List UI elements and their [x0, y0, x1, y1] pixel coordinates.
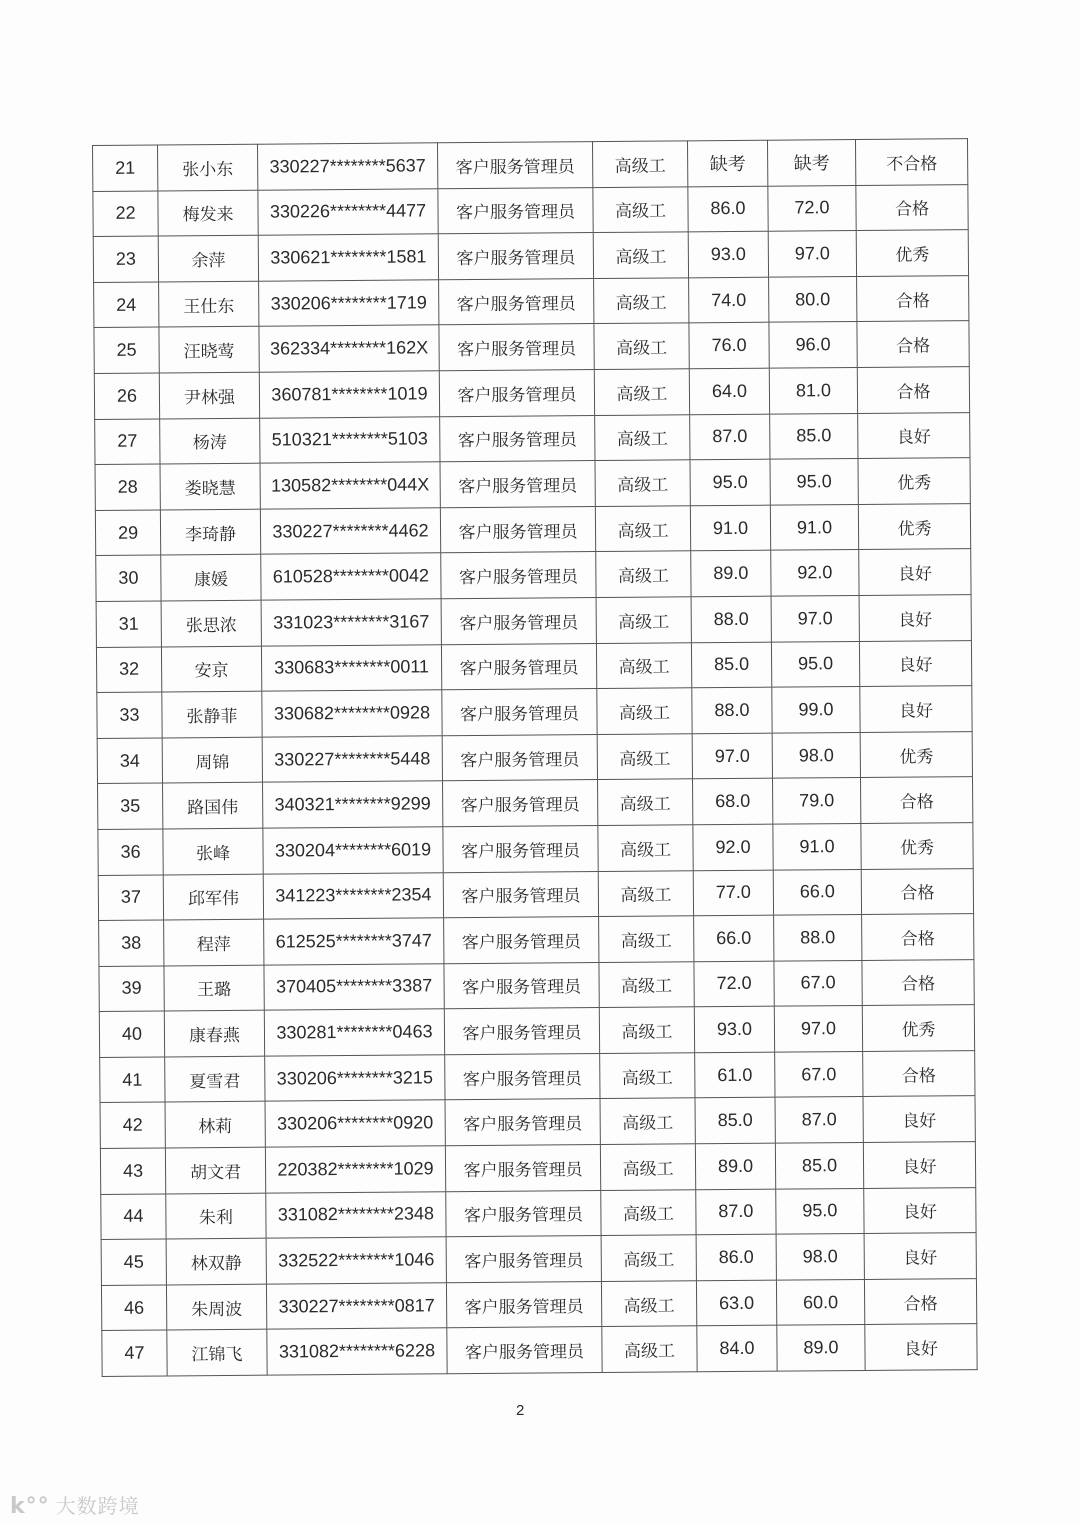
cell-theory-score: 93.0	[688, 231, 768, 277]
cell-occupation: 客户服务管理员	[442, 734, 597, 781]
cell-id-number: 330206********0920	[265, 1100, 445, 1147]
cell-theory-score: 86.0	[688, 186, 768, 232]
cell-id-number: 331023********3167	[261, 599, 441, 646]
table-row	[98, 868, 973, 920]
cell-grade: 良好	[863, 1096, 975, 1142]
cell-row-index: 27	[95, 419, 160, 465]
cell-grade: 良好	[859, 640, 971, 686]
table-row	[97, 686, 972, 738]
table-row	[101, 1187, 976, 1239]
table-row	[101, 1233, 976, 1285]
cell-row-index: 39	[99, 966, 164, 1012]
cell-id-number: 220382********1029	[265, 1146, 445, 1193]
table-row	[101, 1278, 976, 1330]
cell-occupation: 客户服务管理员	[444, 962, 599, 1009]
cell-theory-score: 64.0	[689, 368, 769, 414]
cell-occupation: 客户服务管理员	[438, 187, 593, 234]
cell-practical-score: 95.0	[776, 1188, 864, 1234]
table-row	[94, 275, 969, 327]
cell-occupation: 客户服务管理员	[443, 871, 598, 918]
table-row	[96, 640, 971, 692]
cell-practical-score: 81.0	[769, 367, 857, 413]
cell-id-number: 331082********2348	[266, 1191, 446, 1238]
cell-practical-score: 缺考	[767, 140, 855, 186]
table-row	[96, 549, 971, 601]
cell-theory-score: 91.0	[690, 505, 770, 551]
cell-id-number: 330683********0011	[261, 644, 441, 691]
cell-practical-score: 99.0	[772, 687, 860, 733]
cell-occupation: 客户服务管理员	[441, 552, 596, 599]
table-row	[95, 503, 970, 555]
cell-occupation: 客户服务管理员	[443, 780, 598, 827]
cell-name: 张小东	[158, 144, 258, 190]
cell-id-number: 130582********044X	[260, 462, 440, 509]
cell-row-index: 25	[94, 327, 159, 373]
cell-occupation: 客户服务管理员	[441, 643, 596, 690]
watermark-text: 大数跨境	[55, 1494, 140, 1518]
cell-practical-score: 98.0	[772, 732, 860, 778]
cell-practical-score: 91.0	[770, 504, 858, 550]
cell-level: 高级工	[593, 232, 688, 278]
table-row	[97, 731, 972, 783]
cell-row-index: 46	[101, 1285, 166, 1331]
cell-row-index: 40	[99, 1011, 164, 1057]
cell-grade: 良好	[859, 549, 971, 595]
cell-theory-score: 88.0	[691, 596, 771, 642]
cell-row-index: 26	[94, 373, 159, 419]
cell-name: 邱军伟	[163, 874, 263, 920]
cell-occupation: 客户服务管理员	[440, 461, 595, 508]
cell-practical-score: 85.0	[775, 1143, 863, 1189]
cell-id-number: 330682********0928	[262, 690, 442, 737]
cell-level: 高级工	[597, 688, 692, 734]
cell-level: 高级工	[599, 961, 694, 1007]
cell-name: 汪晓莺	[159, 327, 259, 373]
cell-practical-score: 85.0	[770, 413, 858, 459]
table-row	[94, 321, 969, 373]
cell-grade: 良好	[865, 1324, 977, 1370]
cell-id-number: 612525********3747	[264, 918, 444, 965]
cell-grade: 优秀	[858, 458, 970, 504]
cell-occupation: 客户服务管理员	[446, 1190, 601, 1237]
cell-name: 张静菲	[162, 691, 262, 737]
cell-level: 高级工	[595, 414, 690, 460]
cell-name: 王璐	[164, 965, 264, 1011]
cell-theory-score: 87.0	[696, 1189, 776, 1235]
cell-name: 余萍	[158, 235, 258, 281]
cell-theory-score: 88.0	[692, 687, 772, 733]
cell-theory-score: 76.0	[689, 323, 769, 369]
cell-id-number: 362334********162X	[259, 325, 439, 372]
cell-level: 高级工	[596, 642, 691, 688]
cell-row-index: 36	[98, 829, 163, 875]
cell-level: 高级工	[593, 186, 688, 232]
cell-grade: 合格	[857, 321, 969, 367]
cell-id-number: 330227********5637	[257, 143, 437, 190]
cell-practical-score: 97.0	[774, 1006, 862, 1052]
cell-row-index: 33	[97, 692, 162, 738]
cell-theory-score: 86.0	[696, 1234, 776, 1280]
cell-row-index: 30	[96, 555, 161, 601]
cell-occupation: 客户服务管理员	[445, 1099, 600, 1146]
cell-level: 高级工	[601, 1235, 696, 1281]
table-row	[93, 139, 968, 191]
cell-row-index: 41	[100, 1057, 165, 1103]
cell-grade: 合格	[857, 367, 969, 413]
cell-name: 尹林强	[159, 372, 259, 418]
cell-level: 高级工	[602, 1326, 697, 1372]
cell-row-index: 47	[102, 1330, 167, 1376]
table-row	[100, 1096, 975, 1148]
cell-row-index: 22	[93, 191, 158, 237]
cell-id-number: 330227********5448	[262, 735, 442, 782]
table-row	[96, 595, 971, 647]
cell-row-index: 32	[96, 647, 161, 693]
cell-row-index: 34	[97, 738, 162, 784]
cell-id-number: 331082********6228	[267, 1328, 447, 1375]
cell-grade: 优秀	[861, 823, 973, 869]
cell-level: 高级工	[594, 369, 689, 415]
cell-practical-score: 89.0	[777, 1325, 865, 1371]
cell-row-index: 42	[100, 1102, 165, 1148]
page-number: 2	[516, 1402, 525, 1419]
cell-grade: 优秀	[860, 731, 972, 777]
cell-grade: 良好	[859, 595, 971, 641]
cell-grade: 良好	[864, 1233, 976, 1279]
cell-grade: 合格	[862, 959, 974, 1005]
cell-name: 康媛	[161, 555, 261, 601]
cell-row-index: 44	[101, 1194, 166, 1240]
cell-grade: 优秀	[858, 503, 970, 549]
cell-grade: 合格	[861, 868, 973, 914]
cell-theory-score: 89.0	[691, 551, 771, 597]
cell-theory-score: 93.0	[694, 1006, 774, 1052]
cell-row-index: 35	[98, 783, 163, 829]
cell-level: 高级工	[594, 323, 689, 369]
cell-occupation: 客户服务管理员	[438, 233, 593, 280]
cell-practical-score: 66.0	[773, 869, 861, 915]
cell-id-number: 341223********2354	[263, 872, 443, 919]
cell-occupation: 客户服务管理员	[437, 142, 592, 189]
cell-grade: 合格	[862, 914, 974, 960]
cell-level: 高级工	[596, 551, 691, 597]
cell-level: 高级工	[595, 506, 690, 552]
cell-occupation: 客户服务管理员	[444, 1008, 599, 1055]
cell-level: 高级工	[600, 1053, 695, 1099]
cell-practical-score: 96.0	[769, 322, 857, 368]
cell-id-number: 330227********0817	[266, 1283, 446, 1330]
cell-name: 朱利	[166, 1193, 266, 1239]
table-row	[100, 1142, 975, 1194]
table-row	[93, 230, 968, 282]
cell-level: 高级工	[598, 870, 693, 916]
cell-grade: 合格	[863, 1050, 975, 1096]
cell-grade: 合格	[856, 184, 968, 230]
cell-level: 高级工	[595, 460, 690, 506]
cell-occupation: 客户服务管理员	[447, 1327, 602, 1374]
cell-grade: 合格	[860, 777, 972, 823]
cell-row-index: 29	[95, 510, 160, 556]
cell-practical-score: 88.0	[774, 915, 862, 961]
cell-practical-score: 87.0	[775, 1097, 863, 1143]
cell-id-number: 330204********6019	[263, 827, 443, 874]
cell-id-number: 330281********0463	[264, 1009, 444, 1056]
cell-practical-score: 97.0	[771, 595, 859, 641]
cell-theory-score: 63.0	[696, 1280, 776, 1326]
cell-name: 安京	[161, 646, 261, 692]
table-row	[102, 1324, 977, 1376]
cell-theory-score: 84.0	[697, 1326, 777, 1372]
cell-occupation: 客户服务管理员	[446, 1236, 601, 1283]
watermark	[10, 1490, 140, 1519]
cell-level: 高级工	[599, 1007, 694, 1053]
cell-theory-score: 97.0	[692, 733, 772, 779]
cell-name: 林莉	[165, 1102, 265, 1148]
cell-row-index: 23	[93, 236, 158, 282]
cell-id-number: 510321********5103	[260, 416, 440, 463]
cell-row-index: 28	[95, 464, 160, 510]
cell-grade: 良好	[858, 412, 970, 458]
cell-level: 高级工	[600, 1098, 695, 1144]
cell-name: 夏雪君	[165, 1056, 265, 1102]
cell-row-index: 45	[101, 1239, 166, 1285]
cell-occupation: 客户服务管理员	[446, 1281, 601, 1328]
table-row	[99, 914, 974, 966]
cell-row-index: 43	[100, 1148, 165, 1194]
cell-practical-score: 95.0	[771, 641, 859, 687]
cell-grade: 良好	[864, 1187, 976, 1233]
cell-level: 高级工	[592, 141, 687, 187]
results-table	[92, 138, 978, 1377]
cell-name: 路国伟	[163, 782, 263, 828]
cell-row-index: 24	[94, 282, 159, 328]
cell-id-number: 340321********9299	[263, 781, 443, 828]
cell-name: 梅发来	[158, 190, 258, 236]
table-row	[100, 1050, 975, 1102]
cell-name: 王仕东	[159, 281, 259, 327]
cell-theory-score: 95.0	[690, 459, 770, 505]
cell-practical-score: 67.0	[774, 960, 862, 1006]
cell-practical-score: 91.0	[773, 823, 861, 869]
cell-grade: 不合格	[855, 139, 967, 185]
cell-theory-score: 61.0	[695, 1052, 775, 1098]
cell-id-number: 330206********3215	[265, 1055, 445, 1102]
cell-practical-score: 98.0	[776, 1234, 864, 1280]
cell-occupation: 客户服务管理员	[441, 597, 596, 644]
table-row	[98, 823, 973, 875]
cell-level: 高级工	[598, 825, 693, 871]
table-row	[98, 777, 973, 829]
cell-practical-score: 79.0	[772, 778, 860, 824]
cell-occupation: 客户服务管理员	[439, 324, 594, 371]
cell-practical-score: 97.0	[768, 231, 856, 277]
cell-practical-score: 60.0	[776, 1279, 864, 1325]
cell-id-number: 370405********3387	[264, 963, 444, 1010]
cell-id-number: 330227********4462	[260, 508, 440, 555]
cell-row-index: 21	[93, 145, 158, 191]
cell-level: 高级工	[600, 1144, 695, 1190]
cell-name: 李琦静	[160, 509, 260, 555]
cell-theory-score: 85.0	[691, 642, 771, 688]
cell-theory-score: 74.0	[689, 277, 769, 323]
cell-theory-score: 92.0	[693, 824, 773, 870]
cell-name: 杨涛	[160, 418, 260, 464]
cell-id-number: 330621********1581	[258, 234, 438, 281]
cell-name: 胡文君	[165, 1147, 265, 1193]
cell-level: 高级工	[596, 597, 691, 643]
cell-id-number: 610528********0042	[261, 553, 441, 600]
cell-level: 高级工	[601, 1281, 696, 1327]
cell-grade: 优秀	[856, 230, 968, 276]
cell-theory-score: 87.0	[690, 414, 770, 460]
cell-level: 高级工	[597, 734, 692, 780]
cell-occupation: 客户服务管理员	[443, 825, 598, 872]
cell-row-index: 31	[96, 601, 161, 647]
cell-name: 朱周波	[166, 1284, 266, 1330]
cell-theory-score: 缺考	[687, 140, 767, 186]
table-row	[95, 458, 970, 510]
cell-occupation: 客户服务管理员	[440, 415, 595, 462]
cell-level: 高级工	[594, 278, 689, 324]
cell-name: 林双静	[166, 1238, 266, 1284]
cell-occupation: 客户服务管理员	[439, 278, 594, 325]
cell-id-number: 360781********1019	[259, 371, 439, 418]
table-row	[99, 959, 974, 1011]
cell-occupation: 客户服务管理员	[444, 917, 599, 964]
cell-name: 娄晓慧	[160, 463, 260, 509]
cell-grade: 合格	[857, 275, 969, 321]
table-row	[95, 412, 970, 464]
cell-grade: 优秀	[862, 1005, 974, 1051]
cell-occupation: 客户服务管理员	[445, 1145, 600, 1192]
cell-grade: 良好	[863, 1142, 975, 1188]
cell-occupation: 客户服务管理员	[445, 1053, 600, 1100]
cell-name: 张思浓	[161, 600, 261, 646]
cell-practical-score: 72.0	[768, 185, 856, 231]
cell-practical-score: 80.0	[769, 276, 857, 322]
cell-name: 程萍	[164, 919, 264, 965]
cell-name: 江锦飞	[167, 1330, 267, 1376]
cell-theory-score: 85.0	[695, 1098, 775, 1144]
cell-id-number: 330226********4477	[258, 188, 438, 235]
cell-practical-score: 67.0	[775, 1051, 863, 1097]
cell-name: 康春燕	[164, 1010, 264, 1056]
cell-occupation: 客户服务管理员	[439, 370, 594, 417]
cell-level: 高级工	[601, 1189, 696, 1235]
table-row	[94, 367, 969, 419]
cell-occupation: 客户服务管理员	[442, 689, 597, 736]
cell-theory-score: 66.0	[694, 915, 774, 961]
cell-level: 高级工	[599, 916, 694, 962]
cell-theory-score: 68.0	[692, 778, 772, 824]
cell-name: 周锦	[162, 737, 262, 783]
table-row	[93, 184, 968, 236]
cell-occupation: 客户服务管理员	[440, 506, 595, 553]
cell-practical-score: 92.0	[771, 550, 859, 596]
cell-theory-score: 77.0	[693, 870, 773, 916]
cell-id-number: 332522********1046	[266, 1237, 446, 1284]
cell-level: 高级工	[598, 779, 693, 825]
watermark-logo: k°°	[10, 1494, 50, 1519]
cell-theory-score: 72.0	[694, 961, 774, 1007]
table-row	[99, 1005, 974, 1057]
cell-row-index: 38	[99, 920, 164, 966]
cell-practical-score: 95.0	[770, 459, 858, 505]
cell-theory-score: 89.0	[695, 1143, 775, 1189]
cell-grade: 良好	[860, 686, 972, 732]
cell-row-index: 37	[98, 874, 163, 920]
cell-id-number: 330206********1719	[259, 280, 439, 327]
cell-grade: 合格	[864, 1278, 976, 1324]
cell-name: 张峰	[163, 828, 263, 874]
